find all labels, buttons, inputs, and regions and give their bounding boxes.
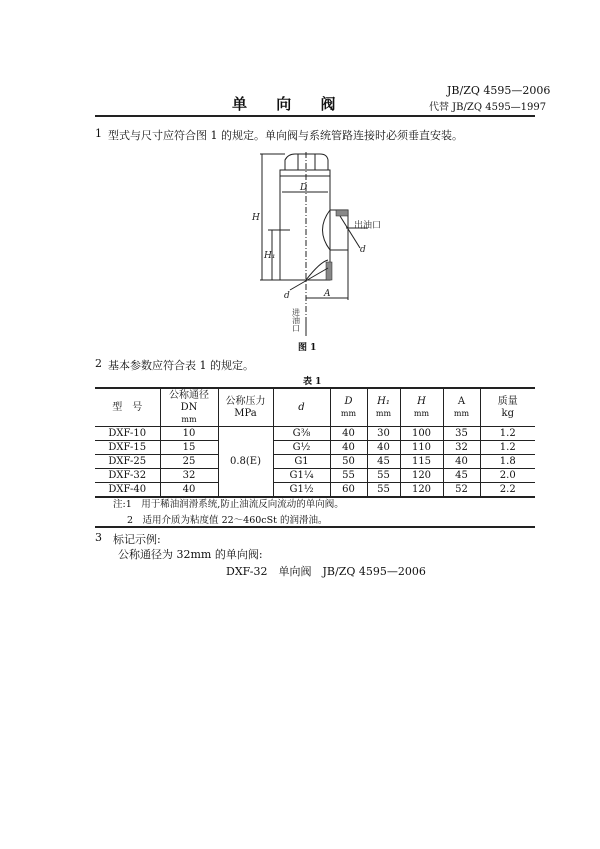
- cell-d: G½: [273, 441, 330, 455]
- dim-H: H: [252, 213, 260, 223]
- section-1-text: 型式与尺寸应符合图 1 的规定。单向阀与系统管路连接时必须垂直安装。: [108, 129, 463, 142]
- cell-dn: 32: [160, 469, 218, 483]
- cell-model: DXF-40: [95, 483, 160, 498]
- cell-H: 115: [400, 455, 443, 469]
- table-row: [95, 483, 535, 498]
- cell-pressure: 0.8(E): [218, 427, 273, 498]
- header-dn: 公称通径 DN mm: [160, 388, 218, 427]
- cell-d: G1¼: [273, 469, 330, 483]
- table-note-2: 2 适用介质为粘度值 22～460cSt 的润滑油。: [127, 515, 328, 526]
- parameters-table: [95, 387, 535, 498]
- header-H: H mm: [400, 388, 443, 427]
- header-rule: [95, 115, 535, 117]
- section-3-text: 标记示例:: [113, 533, 161, 546]
- dim-H1: H₁: [264, 251, 276, 261]
- cell-H: 120: [400, 469, 443, 483]
- cell-H1: 45: [367, 455, 400, 469]
- inlet-label: 进油口: [291, 308, 301, 332]
- dim-D: D: [300, 183, 308, 193]
- cell-model: DXF-10: [95, 427, 160, 441]
- table-caption: 表 1: [303, 377, 322, 387]
- cell-d: G1½: [273, 483, 330, 498]
- section-3-number: 3: [95, 531, 102, 544]
- section-2-number: 2: [95, 357, 102, 370]
- header-model: 型 号: [95, 388, 160, 427]
- cell-A: 35: [443, 427, 480, 441]
- example-description: 公称通径为 32mm 的单向阀:: [118, 548, 263, 561]
- cell-d: G1: [273, 455, 330, 469]
- table-row: [95, 469, 535, 483]
- cell-D: 40: [330, 427, 367, 441]
- cell-H: 120: [400, 483, 443, 498]
- header-D: D mm: [330, 388, 367, 427]
- header-mass: 质量 kg: [480, 388, 535, 427]
- cell-H1: 40: [367, 441, 400, 455]
- dim-d-inlet: d: [284, 291, 290, 301]
- cell-A: 32: [443, 441, 480, 455]
- cell-H: 110: [400, 441, 443, 455]
- cell-d: G⅜: [273, 427, 330, 441]
- valve-drawing: [240, 150, 420, 340]
- cell-H1: 55: [367, 483, 400, 498]
- header-pressure: 公称压力 MPa: [218, 388, 273, 427]
- cell-D: 60: [330, 483, 367, 498]
- cell-dn: 15: [160, 441, 218, 455]
- page-title: 单 向 阀: [232, 95, 348, 113]
- table-header-row: [95, 388, 535, 427]
- cell-D: 50: [330, 455, 367, 469]
- cell-A: 45: [443, 469, 480, 483]
- cell-dn: 40: [160, 483, 218, 498]
- cell-D: 40: [330, 441, 367, 455]
- dim-d-outlet: d: [360, 245, 366, 255]
- cell-H: 100: [400, 427, 443, 441]
- example-marking: DXF-32 单向阀 JB/ZQ 4595—2006: [226, 565, 426, 578]
- table-row: [95, 427, 535, 441]
- table-row: [95, 441, 535, 455]
- cell-D: 55: [330, 469, 367, 483]
- cell-mass: 1.8: [480, 455, 535, 469]
- cell-A: 40: [443, 455, 480, 469]
- cell-mass: 1.2: [480, 441, 535, 455]
- section-1-number: 1: [95, 127, 102, 140]
- cell-model: DXF-25: [95, 455, 160, 469]
- figure-caption: 图 1: [298, 343, 317, 353]
- cell-model: DXF-32: [95, 469, 160, 483]
- cell-dn: 25: [160, 455, 218, 469]
- cell-A: 52: [443, 483, 480, 498]
- cell-mass: 2.2: [480, 483, 535, 498]
- header-A: A mm: [443, 388, 480, 427]
- table-note-1: 注:1 用于稀油润滑系统,防止油流反向流动的单向阀。: [113, 499, 344, 510]
- cell-H1: 55: [367, 469, 400, 483]
- standard-number: JB/ZQ 4595—2006: [447, 84, 551, 97]
- section-2-text: 基本参数应符合表 1 的规定。: [108, 359, 254, 372]
- header-H1: H₁ mm: [367, 388, 400, 427]
- cell-dn: 10: [160, 427, 218, 441]
- cell-mass: 1.2: [480, 427, 535, 441]
- outlet-label: 出油口: [354, 221, 382, 231]
- dim-A: A: [324, 289, 331, 299]
- cell-H1: 30: [367, 427, 400, 441]
- table-bottom-rule: [95, 526, 535, 528]
- header-d: d: [273, 388, 330, 427]
- cell-model: DXF-15: [95, 441, 160, 455]
- replaces-standard: 代替 JB/ZQ 4595—1997: [429, 102, 547, 113]
- table-row: [95, 455, 535, 469]
- cell-mass: 2.0: [480, 469, 535, 483]
